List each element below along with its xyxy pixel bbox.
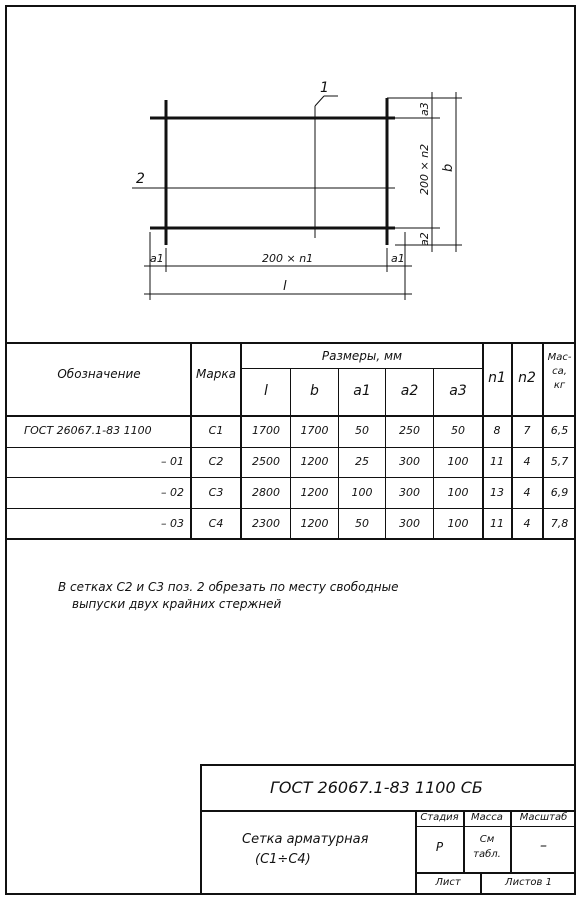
row-a2: 300	[399, 517, 420, 530]
note-line-1: В сетках С2 и С3 поз. 2 обрезать по месту свободные	[58, 580, 399, 594]
header-mass-1: Мас-	[547, 352, 572, 363]
row-mark: С1	[208, 424, 224, 437]
document-name-line-1: Сетка арматурная	[242, 832, 369, 847]
dim-a3: a3	[418, 102, 431, 116]
row-n1: 8	[493, 424, 501, 437]
note-line-2: выпуски двух крайних стержней	[72, 597, 282, 611]
row-a3: 100	[447, 455, 469, 468]
dim-b: b	[441, 163, 456, 172]
header-n1: n1	[488, 370, 506, 386]
row-l: 1700	[252, 424, 280, 437]
row-designation: – 02	[161, 486, 184, 499]
row-a2: 250	[399, 424, 420, 437]
row-mark: С2	[208, 455, 224, 468]
mass-value-1: См	[479, 834, 495, 845]
row-mass: 5,7	[550, 455, 569, 468]
row-mark: С3	[208, 486, 224, 499]
dim-a1-right: a1	[391, 252, 405, 265]
header-a1: a1	[353, 383, 371, 399]
mass-label: Масса	[471, 812, 503, 823]
header-b: b	[310, 383, 319, 399]
dim-a2: a2	[418, 232, 431, 246]
dim-200-n2: 200 × n2	[418, 143, 431, 195]
row-l: 2300	[252, 517, 280, 530]
header-designation: Обозначение	[57, 367, 141, 381]
row-designation: – 03	[161, 517, 184, 530]
row-a3: 100	[447, 486, 469, 499]
row-mass: 6,5	[550, 424, 569, 437]
row-a1: 50	[355, 424, 369, 437]
stage-label: Стадия	[420, 812, 459, 823]
row-n1: 11	[490, 517, 504, 530]
row-designation: – 01	[161, 455, 184, 468]
leader-2-label: 2	[136, 171, 145, 187]
header-n2: n2	[518, 370, 536, 386]
row-n2: 7	[523, 424, 531, 437]
document-name-line-2: (С1÷С4)	[255, 852, 311, 867]
mesh-drawing	[0, 0, 586, 340]
document-number: ГОСТ 26067.1-83 1100 СБ	[270, 778, 483, 797]
dim-a1-left: a1	[150, 252, 164, 265]
row-n2: 4	[523, 455, 531, 468]
row-a1: 50	[355, 517, 369, 530]
sheets-label: Листов 1	[505, 877, 552, 888]
header-mass-3: кг	[553, 380, 566, 391]
row-n1: 13	[490, 486, 504, 499]
row-n2: 4	[523, 486, 531, 499]
row-a1: 25	[355, 455, 369, 468]
row-a1: 100	[351, 486, 373, 499]
row-mark: С4	[208, 517, 224, 530]
stage-value: Р	[435, 840, 444, 854]
header-mass-2: са,	[552, 366, 567, 377]
header-dimensions: Размеры, мм	[321, 349, 403, 363]
dim-200-n1: 200 × n1	[262, 252, 314, 265]
row-a2: 300	[399, 455, 420, 468]
sheet-label: Лист	[435, 877, 461, 888]
row-b: 1200	[300, 455, 329, 468]
scale-label: Масштаб	[519, 812, 568, 823]
header-a3: a3	[449, 383, 467, 399]
row-a2: 300	[399, 486, 420, 499]
mass-value-2: табл.	[473, 849, 501, 860]
row-l: 2500	[252, 455, 280, 468]
row-b: 1200	[300, 517, 329, 530]
header-l: l	[264, 383, 268, 399]
row-l: 2800	[252, 486, 280, 499]
header-mark: Марка	[196, 367, 236, 381]
row-n2: 4	[523, 517, 531, 530]
row-a3: 100	[447, 517, 469, 530]
row-mass: 6,9	[550, 486, 569, 499]
dim-l: l	[283, 279, 287, 294]
row-a3: 50	[451, 424, 465, 437]
row-b: 1200	[300, 486, 329, 499]
row-b: 1700	[300, 424, 329, 437]
header-a2: a2	[400, 383, 419, 399]
scale-value: –	[540, 838, 547, 854]
row-mass: 7,8	[550, 517, 569, 530]
row-n1: 11	[490, 455, 504, 468]
leader-1-label: 1	[320, 80, 329, 96]
row-designation: ГОСТ 26067.1-83 1100	[24, 424, 152, 437]
